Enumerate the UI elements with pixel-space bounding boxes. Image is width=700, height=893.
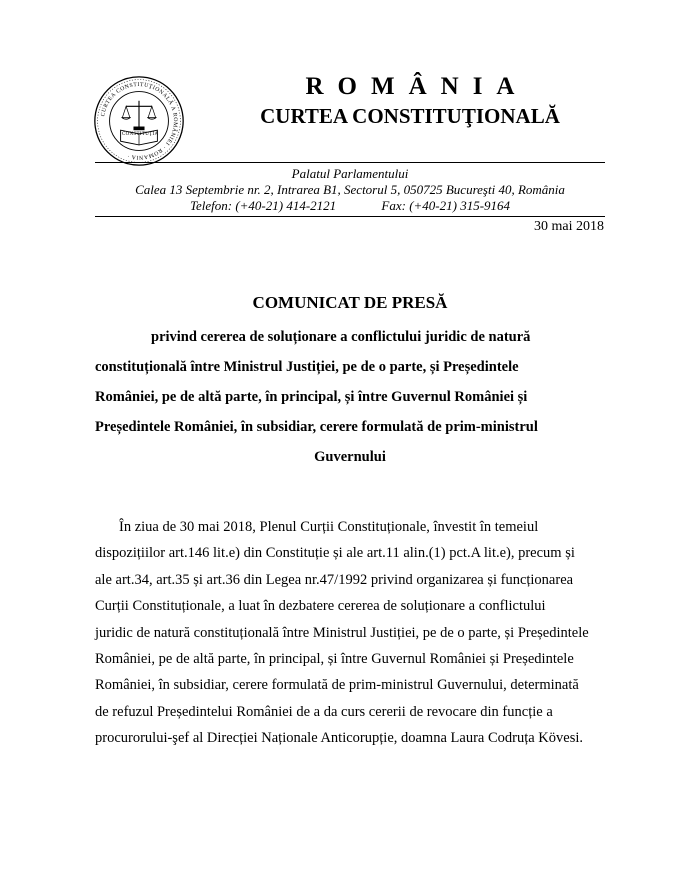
subject-line: României, pe de altă parte, în principal, și între Guvernul României și — [95, 389, 528, 405]
press-release-title: COMUNICAT DE PRESĂ — [252, 293, 448, 312]
document-date: 30 mai 2018 — [534, 219, 604, 234]
svg-text:CURTEA CONSTITUŢIONALĂ A ROMÂN: CURTEA CONSTITUŢIONALĂ A ROMÂNIEI · ROMANIA · — [100, 82, 179, 161]
phone-number: Telefon: (+40-21) 414-2121 — [189, 198, 337, 213]
body-line: dispozițiilor art.146 lit.e) din Constituție și ale art.11 alin.(1) pct.A lit.e), precum și — [95, 545, 575, 562]
header-rule-top — [95, 162, 605, 163]
fax-number: Fax: (+40-21) 315-9164 — [381, 198, 511, 213]
subject-line: Guvernului — [314, 449, 386, 465]
body-line: procurorului-şef al Direcției Naționale Anticorupție, doamna Laura Codruța Kövesi. — [95, 730, 584, 747]
address-line-1: Palatul Parlamentului — [291, 166, 409, 181]
body-line: de refuzul Președintelui României de a da curs cererii de revocare din funcție a — [95, 703, 553, 720]
press-release-body — [95, 514, 607, 752]
seal-inscription: CONSTITUŢIA — [122, 132, 159, 137]
body-line: ale art.34, art.35 și art.36 din Legea nr.47/1992 privind organizarea și funcționarea — [95, 571, 574, 588]
contact-line — [95, 198, 605, 214]
body-line: Curții Constituționale, a luat în dezbatere cererea de soluționare a conflictului — [95, 598, 546, 615]
subject-line: Președintele României, în subsidiar, cerere formulată de prim-ministrul — [95, 419, 538, 435]
subject-line: constituțională între Ministrul Justiției, pe de o parte, și Președintele — [95, 359, 519, 375]
institution-name: CURTEA CONSTITUŢIONALĂ — [260, 104, 560, 128]
country-name: ROMÂNIA — [305, 73, 529, 100]
header-rule-bottom — [95, 216, 605, 217]
header-titles — [200, 72, 620, 129]
body-line: României, în subsidiar, cerere formulată de prim-ministrul Guvernului, determinată — [95, 677, 579, 694]
address-block — [95, 166, 605, 214]
subject-line: privind cererea de soluționare a conflictului juridic de natură — [151, 329, 531, 345]
body-line: juridic de natură constituțională între Ministrul Justiției, pe de o parte, și Președintele — [95, 624, 589, 641]
body-line: României, pe de altă parte, în principal, și între Guvernul României și Președintele — [95, 651, 574, 668]
court-seal-logo — [93, 75, 185, 167]
body-line: În ziua de 30 mai 2018, Plenul Curții Constituționale, învestit în temeiul — [119, 519, 539, 535]
address-line-2: Calea 13 Septembrie nr. 2, Intrarea B1, Sectorul 5, 050725 Bucureşti 40, România — [135, 182, 565, 197]
press-release-subject — [95, 322, 605, 472]
